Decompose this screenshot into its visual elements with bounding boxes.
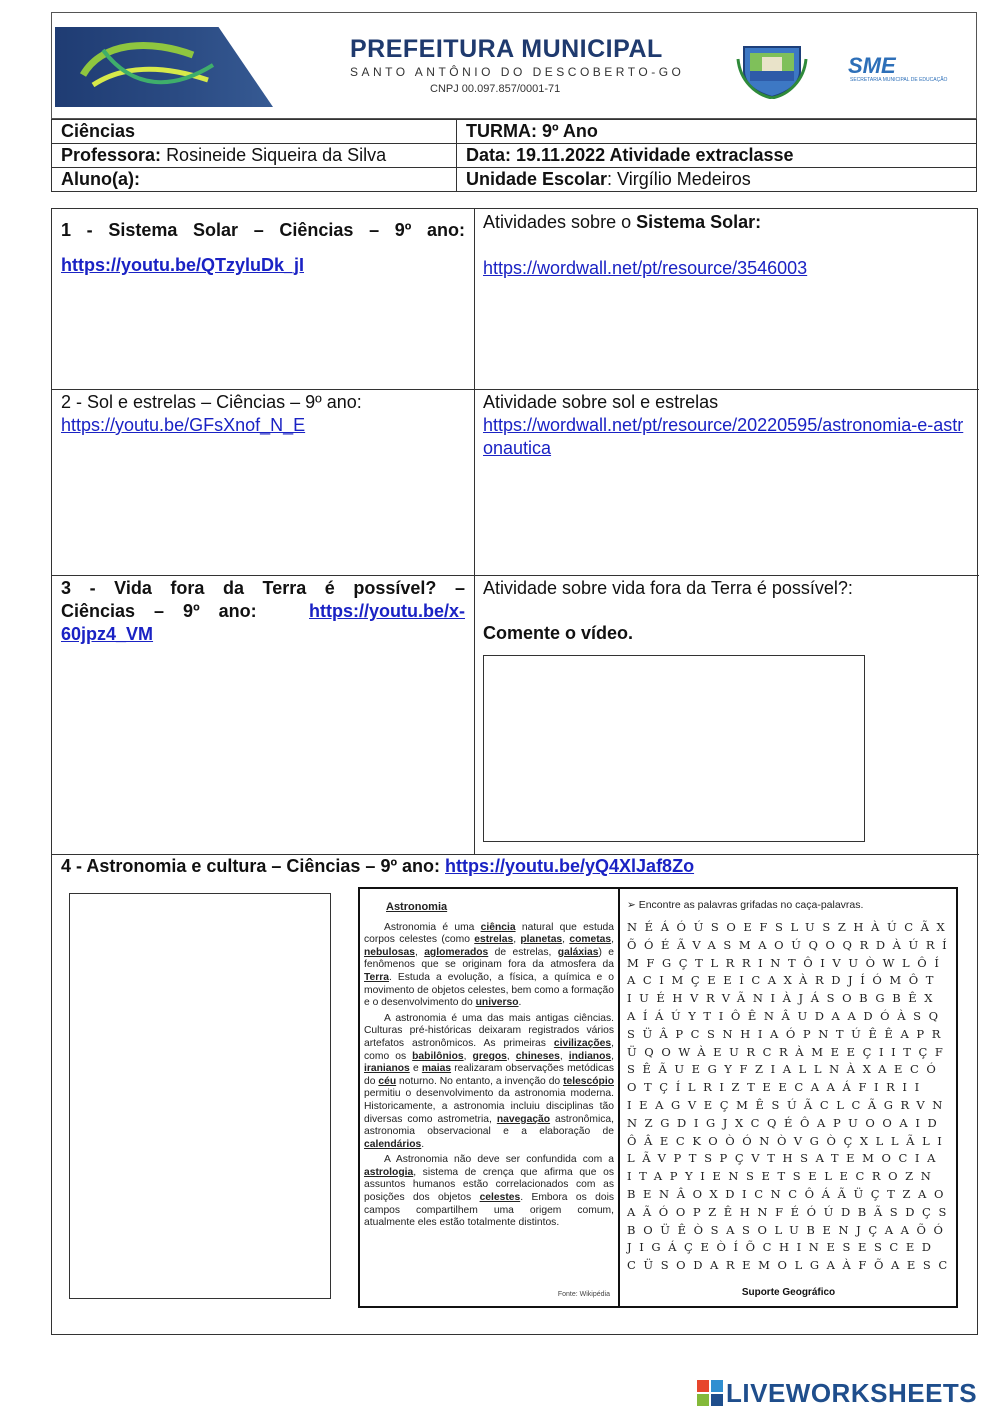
sme-subtitle: SECRETARIA MUNICIPAL DE EDUCAÇÃO	[850, 77, 948, 83]
word-search-row: AÃÓOPZÊHNFÉÓÚDBÃSDÇS	[627, 1204, 954, 1219]
activity-1-right-prefix: Atividades sobre o	[483, 212, 637, 232]
subject-cell: Ciências	[52, 120, 457, 144]
class-value: 9º Ano	[542, 121, 598, 141]
activity-1-wordwall-link[interactable]: https://wordwall.net/pt/resource/3546003	[483, 258, 808, 278]
teacher-cell	[52, 144, 457, 168]
word-search-row: CÜSODAREMOLGAÀFÕAESC	[627, 1258, 955, 1273]
word-search-row: IEAGVEÇMÊSÚÃCLCÃGRVN	[627, 1097, 950, 1112]
word-search	[621, 889, 956, 1306]
word-search-row: SÜÂPCSNHIAÓPNTÚÊÊAPR	[627, 1026, 948, 1041]
school-name: : Virgílio Medeiros	[607, 169, 751, 189]
activity-4-title-row	[61, 855, 694, 878]
municipio-name: SANTO ANTÔNIO DO DESCOBERTO-GO	[350, 65, 685, 79]
word-search-instruction: ➢ Encontre as palavras grifadas no caça-palavras.	[627, 899, 864, 911]
word-search-row: ÔÂECKOÒÓNÒVGÒÇXLLÃLI	[627, 1133, 950, 1148]
astronomy-article	[358, 887, 958, 1308]
activity-1-video-link[interactable]: https://youtu.be/QTzyluDk_jI	[61, 255, 305, 275]
article-text: Astronomia Astronomia é uma ciência natural que estuda corpos celestes (como estrelas, planetas, cometas, nebulosas, aglomerados de estrelas, galáxias) e fenômenos que se originam fora da atmosfera da Terra. Estuda a evolução, a física, a química e o movimento de objetos celestes, bem como a formação e o desenvolvimento do universo. A astronomia é uma das mais antigas ciências. Culturas pré-históricas deixaram registrados vários artefatos astronômicos. As primeiras civilizações, como os babilônios, gregos, chineses, indianos, iranianos e maias realizaram observações metódicas do céu noturno. No entanto, a invenção do telescópio permitiu o desenvolvimento da astronomia moderna. Historicamente, a astronomia incluiu disciplinas tão diversas como astrometria, navegação astronômica, astronomia observacional e a elaboração de calendários. A Astronomia não deve ser confundida com a astrologia, sistema de crença que afirma que os assuntos humanos estão correlacionados com as posições dos objetos celestes. Embora os dois campos compartilhem uma origem comum, atualmente eles estão totalmente distintos. Fonte: Wikipédia	[360, 889, 620, 1306]
school-cell	[457, 168, 977, 192]
activity-1-left	[52, 209, 475, 390]
activity-4-answer-box[interactable]	[69, 893, 331, 1299]
date-cell: Data: 19.11.2022 Atividade extraclasse	[457, 144, 977, 168]
word-search-row: NZGDIGJXCQÉÔAPUOOAID	[627, 1115, 945, 1130]
word-search-row: MFGÇTLRRINTÔIVUÒWLÔÍ	[627, 955, 947, 970]
activity-1-right-bold: Sistema Solar:	[636, 212, 762, 232]
activity-3-title-line1: 3 - Vida fora da Terra é possível? –	[61, 578, 465, 598]
word-search-row: NÉÁÓÚSOEFSLUSZHÀÚCÃX	[627, 920, 953, 934]
activity-1-title: 1 - Sistema Solar – Ciências – 9º ano:	[61, 220, 465, 240]
city-crest-icon	[736, 41, 808, 99]
activity-4-title: 4 - Astronomia e cultura – Ciências – 9º ano:	[61, 856, 446, 876]
word-search-row: IUÉHVRVÃNIÀJÁSOBGBÊX	[627, 991, 941, 1006]
class-label: TURMA:	[466, 121, 537, 141]
word-search-row: ITAPYIENSETSELECROZN	[627, 1169, 939, 1184]
header-banner	[51, 12, 977, 119]
activity-3-instruction: Comente o vídeo.	[483, 623, 634, 643]
activity-2-left	[52, 390, 475, 576]
word-search-row: SÊÃUEGYFZIALLNÀXAECÓ	[627, 1062, 944, 1077]
teacher-name: Rosineide Siqueira da Silva	[166, 145, 387, 165]
word-search-row: ACIMÇEEICAXÀRDJÍÓMÔT	[627, 973, 942, 988]
activity-3-answer-box[interactable]	[483, 655, 865, 842]
activity-2-right-title: Atividade sobre sol e estrelas	[483, 392, 719, 412]
activity-4-video-link[interactable]: https://youtu.be/yQ4XlJaf8Zo	[445, 856, 695, 876]
activity-2-right	[475, 390, 979, 576]
activity-3-right	[475, 576, 979, 855]
word-search-row: BOÜÊÒSASOLUBENJÇAAÕÓ	[627, 1222, 951, 1237]
teacher-label: Professora:	[61, 145, 162, 165]
activity-3-right-title: Atividade sobre vida fora da Terra é possível?:	[483, 578, 853, 598]
word-search-row: OTÇÍLRIZTEECAAÁFIRII	[627, 1080, 927, 1095]
prefeitura-title: PREFEITURA MUNICIPAL	[350, 35, 663, 63]
info-table	[51, 119, 977, 192]
activity-2-wordwall-link[interactable]: https://wordwall.net/pt/resource/20220595/astronomia-e-astronautica	[483, 415, 964, 458]
activity-3-title-line2: Ciências – 9º ano:	[61, 601, 257, 621]
school-label: Unidade Escolar	[466, 169, 608, 189]
word-search-row: BENÂOXDICNCÔÁÃÜÇTZAO	[627, 1186, 951, 1201]
liveworksheets-brand	[697, 1378, 977, 1408]
article-heading: Astronomia	[386, 901, 448, 913]
activity-3-left	[52, 576, 475, 855]
liveworksheets-text: LIVEWORKSHEETS	[726, 1377, 978, 1408]
article-source: Fonte: Wikipédia	[557, 1291, 610, 1299]
word-search-row: LÃVPTSPÇVTHSATEMOCIA	[627, 1151, 943, 1166]
activities-table	[51, 208, 978, 1335]
activity-3-video-link-part1[interactable]: https://youtu.be/x-	[309, 601, 465, 621]
class-cell	[457, 120, 977, 144]
activity-1-right	[475, 209, 979, 390]
student-cell[interactable]: Aluno(a):	[52, 168, 457, 192]
activity-2-video-link[interactable]: https://youtu.be/GFsXnof_N_E	[61, 415, 306, 435]
word-search-row: AÍÁÚYTIÔÊNÂUDAADÓÀSQ	[627, 1008, 946, 1023]
activity-2-title: 2 - Sol e estrelas – Ciências – 9º ano:	[61, 392, 362, 412]
word-search-row: ÜQOWÀEURCRÀMEEÇIITÇF	[627, 1044, 951, 1059]
liveworksheets-logo-icon	[697, 1380, 723, 1406]
word-search-support: Suporte Geográfico	[741, 1287, 836, 1298]
sme-logo: SME	[848, 53, 896, 78]
word-search-row: ÕÓÉÃVASMAOÚQOQRDÀÚRÍ	[627, 937, 955, 952]
sad-logo	[55, 27, 273, 107]
cnpj: CNPJ 00.097.857/0001-71	[430, 83, 561, 95]
word-search-grid	[627, 919, 955, 1275]
activity-3-video-link-part2[interactable]: 60jpz4_VM	[61, 624, 154, 644]
word-search-row: JIGÁÇEÒÍÕCHINESESCED	[627, 1240, 939, 1255]
